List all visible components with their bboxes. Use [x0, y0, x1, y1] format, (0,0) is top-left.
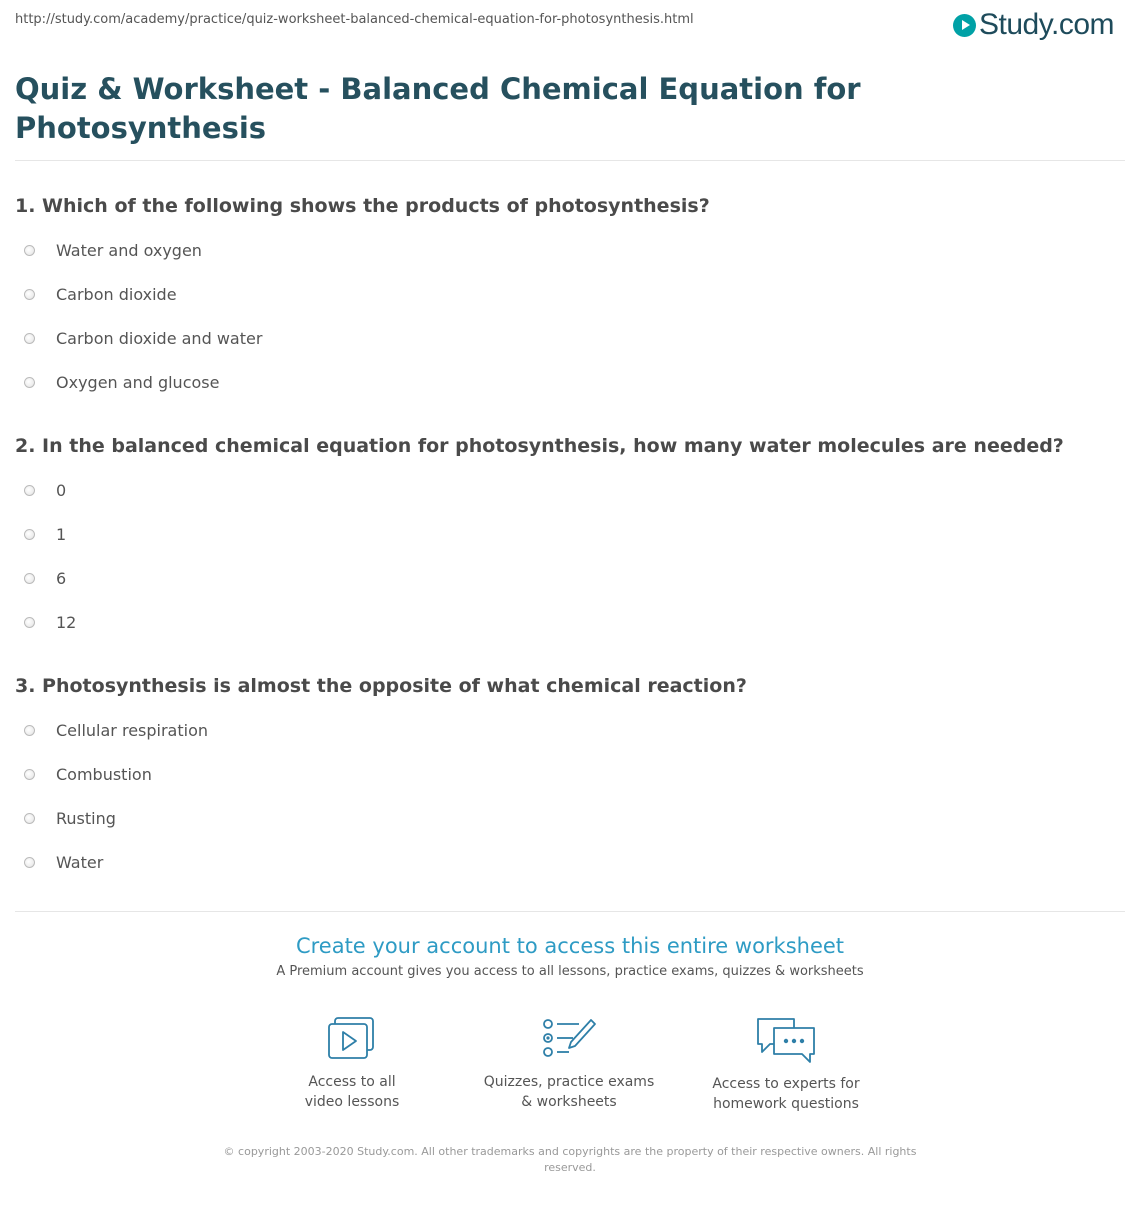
answer-option[interactable] — [15, 796, 747, 840]
radio-button[interactable] — [24, 857, 35, 868]
radio-button[interactable] — [24, 813, 35, 824]
quiz-checklist-icon — [541, 1016, 597, 1062]
answer-option[interactable] — [15, 316, 710, 360]
radio-button[interactable] — [24, 529, 35, 540]
option-label: Water and oxygen — [56, 240, 202, 260]
divider — [15, 160, 1125, 161]
option-label: 12 — [56, 612, 77, 632]
option-label: Carbon dioxide and water — [56, 328, 263, 348]
question-text: 3. Photosynthesis is almost the opposite of what chemical reaction? — [15, 675, 747, 697]
option-label: 1 — [56, 524, 67, 544]
chat-bubbles-icon — [754, 1016, 818, 1064]
answer-option[interactable] — [15, 360, 710, 404]
option-label: Oxygen and glucose — [56, 372, 220, 392]
option-label: Carbon dioxide — [56, 284, 177, 304]
option-label: Water — [56, 852, 104, 872]
answer-option[interactable] — [15, 556, 1064, 600]
cta-section — [0, 934, 1140, 979]
answer-option[interactable] — [15, 708, 747, 752]
radio-button[interactable] — [24, 769, 35, 780]
answer-option[interactable] — [15, 512, 1064, 556]
option-label: 0 — [56, 480, 67, 500]
answer-option[interactable] — [15, 600, 1064, 644]
radio-button[interactable] — [24, 617, 35, 628]
radio-button[interactable] — [24, 333, 35, 344]
question-1 — [15, 194, 710, 404]
features-row — [0, 1016, 1140, 1116]
cta-subtitle: A Premium account gives you access to all lessons, practice exams, quizzes & worksheets — [276, 964, 864, 979]
feature-video-lessons — [252, 1016, 452, 1112]
option-label: 6 — [56, 568, 67, 588]
copyright: © copyright 2003-2020 Study.com. All other trademarks and copyrights are the property of their respective owners. All rights reserved. — [223, 1145, 917, 1174]
radio-button[interactable] — [24, 573, 35, 584]
radio-button[interactable] — [24, 485, 35, 496]
radio-button[interactable] — [24, 289, 35, 300]
logo-text: Study.com — [979, 8, 1114, 41]
option-label: Combustion — [56, 764, 152, 784]
feature-label: Access to experts for homework questions — [712, 1076, 860, 1112]
create-account-link[interactable]: Create your account to access this entire worksheet — [295, 934, 845, 958]
answer-option[interactable] — [15, 272, 710, 316]
answer-option[interactable] — [15, 228, 710, 272]
option-label: Cellular respiration — [56, 720, 208, 740]
feature-label: Quizzes, practice exams & worksheets — [483, 1074, 655, 1110]
question-text: 1. Which of the following shows the products of photosynthesis? — [15, 195, 710, 217]
question-2 — [15, 434, 1064, 644]
option-label: Rusting — [56, 808, 116, 828]
page-url: http://study.com/academy/practice/quiz-worksheet-balanced-chemical-equation-for-photosynthesis.html — [15, 12, 694, 27]
feature-experts — [686, 1016, 886, 1114]
answer-option[interactable] — [15, 468, 1064, 512]
play-logo-icon — [953, 14, 976, 37]
radio-button[interactable] — [24, 377, 35, 388]
feature-label: Access to all video lessons — [304, 1074, 400, 1110]
feature-quizzes — [469, 1016, 669, 1112]
page-title: Quiz & Worksheet - Balanced Chemical Equation for Photosynthesis — [15, 72, 861, 145]
divider — [15, 911, 1125, 912]
question-text: 2. In the balanced chemical equation for photosynthesis, how many water molecules are needed? — [15, 435, 1064, 457]
radio-button[interactable] — [24, 245, 35, 256]
radio-button[interactable] — [24, 725, 35, 736]
question-3 — [15, 674, 747, 884]
study-logo[interactable] — [953, 8, 1114, 42]
answer-option[interactable] — [15, 752, 747, 796]
video-lesson-icon — [326, 1016, 378, 1062]
answer-option[interactable] — [15, 840, 747, 884]
